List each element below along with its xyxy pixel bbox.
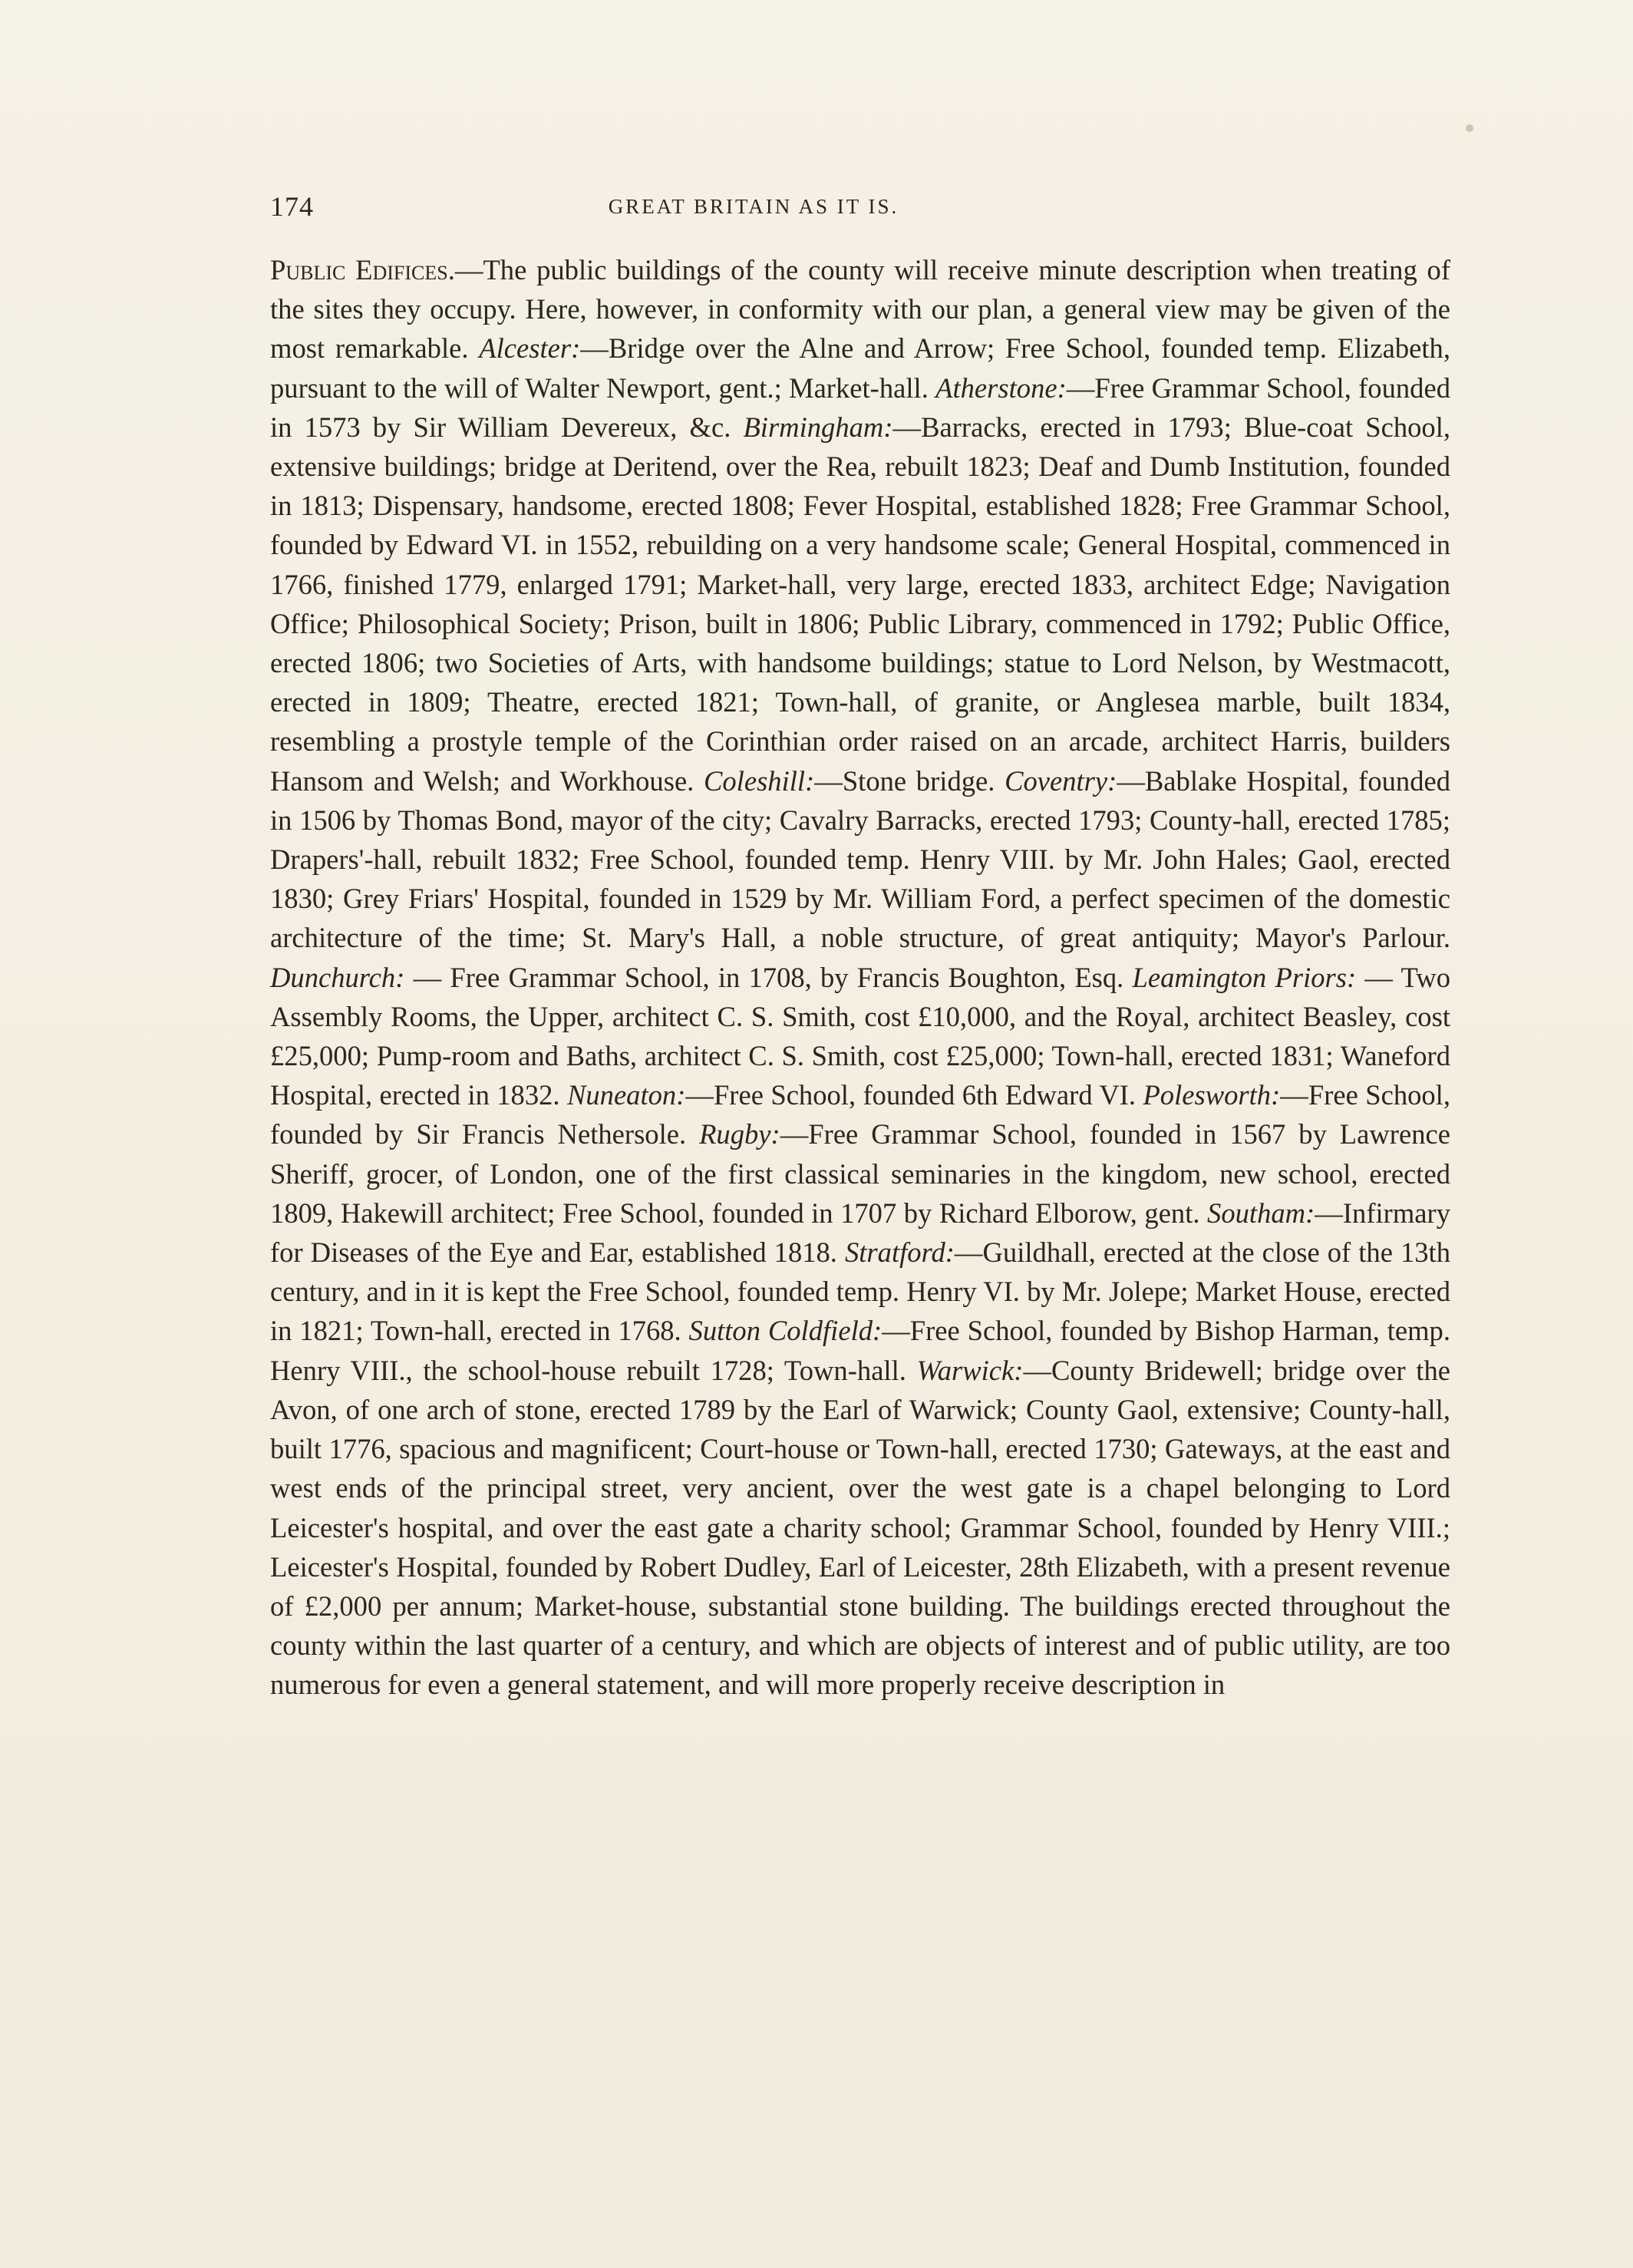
text-segment: —Free Grammar School, founded in 1567 by Lawrence Sheriff, grocer, of London, one of the first classical seminaries in the kingdom, new school, erected 1809, Hakewill architect; Free School, founded in 1707 by Richard Elborow, gent. (270, 1118, 1450, 1229)
place-sutton-coldfield: Sutton Coldfield: (688, 1315, 882, 1347)
text-segment: —Free School, founded by Bishop Harman, temp. Henry VIII., the school-house rebuilt 1728; Town-hall. (270, 1315, 1450, 1386)
place-warwick: Warwick: (916, 1354, 1024, 1386)
place-alcester: Alcester: (479, 332, 581, 365)
text-segment: —Guildhall, erected at the close of the 13th century, and in it is kept the Free School, founded temp. Henry VI. by Mr. Jolepe; Market House, erected in 1821; Town-hall, erected in 1768. (270, 1236, 1450, 1347)
place-dunchurch: Dunchurch: (270, 961, 405, 993)
place-leamington-priors: Leamington Priors: (1132, 961, 1357, 993)
section-lead: Public Edifices. (270, 254, 455, 286)
text-segment: —Free School, founded by Sir Francis Nethersole. (270, 1079, 1450, 1151)
text-segment: —Bridge over the Alne and Arrow; Free School, founded temp. Elizabeth, pursuant to the will of Walter Newport, gent.; Market-hall. (270, 332, 1450, 404)
place-stratford: Stratford: (844, 1236, 955, 1269)
place-atherstone: Atherstone: (935, 371, 1067, 404)
place-southam: Southam: (1207, 1197, 1315, 1229)
text-segment: — Free Grammar School, in 1708, by Francis Boughton, Esq. (404, 961, 1133, 993)
text-segment: —County Bridewell; bridge over the Avon, of one arch of stone, erected 1789 by the Earl of Warwick; County Gaol, extensive; County-hall, built 1776, spacious and magnificent; Court-house or Town-hall, erected 1730; Gateways, at the east and west ends of the principal street, very ancient, over the west gate is a chapel belonging to Lord Leicester's hospital, and over the east gate a charity school; Grammar School, founded by Henry VIII.; Leicester's Hospital, founded by Robert Dudley, Earl of Leicester, 28th Elizabeth, with a present revenue of £2,000 per annum; Market-house, substantial stone building. The buildings erected throughout the county within the last quarter of a century, and which are objects of interest and of public utility, are too numerous for even a general statement, and will more properly receive description in (270, 1354, 1450, 1701)
place-coleshill: Coleshill: (703, 764, 815, 797)
place-nuneaton: Nuneaton: (566, 1079, 686, 1111)
page-header (270, 190, 1498, 227)
body-paragraph (270, 250, 1450, 1705)
paper-speck (1466, 124, 1473, 132)
text-segment: —Free School, founded 6th Edward VI. (685, 1079, 1143, 1111)
place-rugby: Rugby: (699, 1118, 780, 1151)
text-segment: —Infirmary for Diseases of the Eye and Ear, established 1818. (270, 1197, 1450, 1269)
text-segment: — Two Assembly Rooms, the Upper, architect C. S. Smith, cost £10,000, and the Royal, architect Beasley, cost £25,000; Pump-room and Baths, architect C. S. Smith, cost £25,000; Town-hall, erected 1831; Waneford Hospital, erected in 1832. (270, 961, 1450, 1111)
place-birmingham: Birmingham: (743, 411, 893, 443)
text-segment: —Bablake Hospital, founded in 1506 by Thomas Bond, mayor of the city; Cavalry Barracks, erected 1793; County-hall, erected 1785; Drapers'-hall, rebuilt 1832; Free School, founded temp. Henry VIII. by Mr. John Hales; Gaol, erected 1830; Grey Friars' Hospital, founded in 1529 by Mr. William Ford, a perfect specimen of the domestic architecture of the time; St. Mary's Hall, a noble structure, of great antiquity; Mayor's Parlour. (270, 764, 1451, 954)
place-coventry: Coventry: (1005, 764, 1117, 797)
text-segment: —Stone bridge. (814, 764, 1005, 797)
place-polesworth: Polesworth: (1143, 1079, 1281, 1111)
text-segment: —Barracks, erected in 1793; Blue-coat School, extensive buildings; bridge at Deritend, over the Rea, rebuilt 1823; Deaf and Dumb Institution, founded in 1813; Dispensary, handsome, erected 1808; Fever Hospital, established 1828; Free Grammar School, founded by Edward VI. in 1552, rebuilding on a very handsome scale; General Hospital, commenced in 1766, finished 1779, enlarged 1791; Market-hall, very large, erected 1833, architect Edge; Navigation Office; Philosophical Society; Prison, built in 1806; Public Library, commenced in 1792; Public Office, erected 1806; two Societies of Arts, with handsome buildings; statue to Lord Nelson, by Westmacott, erected in 1809; Theatre, erected 1821; Town-hall, of granite, or Anglesea marble, built 1834, resembling a prostyle temple of the Corinthian order raised on an arcade, architect Harris, builders Hansom and Welsh; and Workhouse. (270, 411, 1450, 797)
text-segment: —The public buildings of the county will receive minute description when treating of the sites they occupy. Here, however, in conformity with our plan, a general view may be given of the most remarkable. (270, 254, 1451, 365)
running-head: GREAT BRITAIN AS IT IS. (608, 195, 899, 218)
text-segment: —Free Grammar School, founded in 1573 by Sir William Devereux, &c. (270, 371, 1450, 443)
page-number: 174 (270, 191, 314, 222)
